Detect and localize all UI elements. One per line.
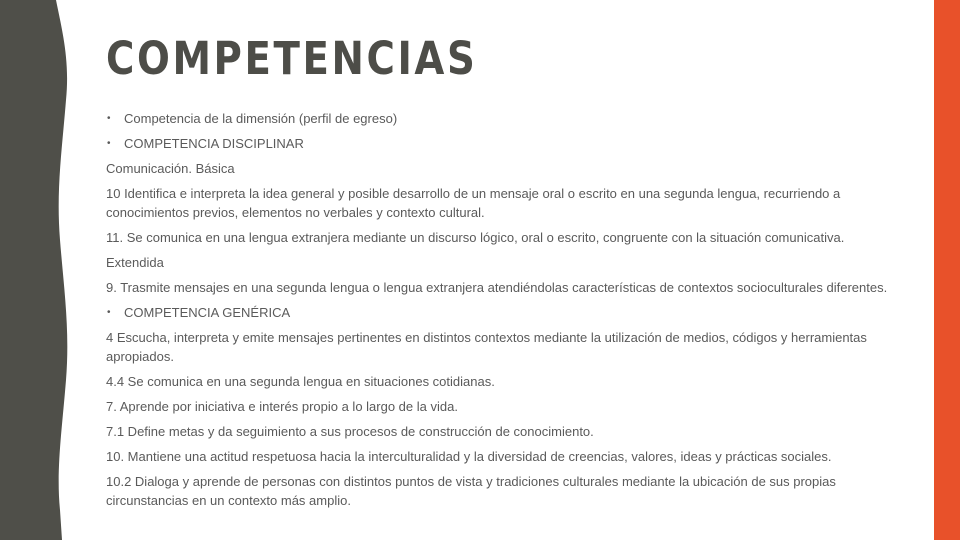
paragraph-text: 4.4 Se comunica en una segunda lengua en situaciones cotidianas.: [106, 374, 495, 389]
slide-title: COMPETENCIAS: [106, 32, 478, 85]
bullet-icon: •: [107, 307, 111, 318]
bullet-text: COMPETENCIA DISCIPLINAR: [124, 136, 304, 151]
paragraph-text: 4 Escucha, interpreta y emite mensajes pertinentes en distintos contextos mediante la utilización de medios, códigos y herramientas apropiados.: [106, 330, 867, 364]
slide-body: [106, 109, 901, 516]
paragraph-text: 10.2 Dialoga y aprende de personas con distintos puntos de vista y tradiciones culturales mediante la ubicación de sus propias circunstancias en un contexto más amplio.: [106, 474, 836, 508]
bullet-icon: •: [107, 138, 111, 149]
bullet-item: [106, 109, 901, 128]
bullet-icon: •: [107, 113, 111, 124]
paragraph-text: 11. Se comunica en una lengua extranjera mediante un discurso lógico, oral o escrito, congruente con la situación comunicativa.: [106, 230, 845, 245]
paragraph-text: 10 Identifica e interpreta la idea general y posible desarrollo de un mensaje oral o escrito en una segunda lengua, recurriendo a conocimientos previos, elementos no verbales y contexto cultural.: [106, 186, 841, 220]
paragraph-text: 7. Aprende por iniciativa e interés propio a lo largo de la vida.: [106, 399, 458, 414]
paragraph-text: Extendida: [106, 255, 164, 270]
right-accent-band: [934, 0, 960, 540]
slide-content: [106, 0, 906, 540]
right-accent-bar: [934, 0, 960, 540]
bullet-item: [106, 134, 901, 153]
bullet-text: Competencia de la dimensión (perfil de egreso): [124, 111, 398, 126]
bullet-item: [106, 303, 901, 322]
wavy-band-fill: [0, 0, 67, 540]
paragraph-text: 10. Mantiene una actitud respetuosa hacia la interculturalidad y la diversidad de creencias, valores, ideas y prácticas sociales.: [106, 449, 832, 464]
paragraph-text: Comunicación. Básica: [106, 161, 235, 176]
paragraph-text: 9. Trasmite mensajes en una segunda lengua o lengua extranjera atendiéndolas características de contextos socioculturales diferentes.: [106, 280, 888, 295]
right-accent-gap: [930, 0, 934, 540]
bullet-text: COMPETENCIA GENÉRICA: [124, 305, 291, 320]
left-decorative-band: [0, 0, 72, 540]
paragraph-text: 7.1 Define metas y da seguimiento a sus procesos de construcción de conocimiento.: [106, 424, 594, 439]
wavy-band-shape: [0, 0, 72, 540]
